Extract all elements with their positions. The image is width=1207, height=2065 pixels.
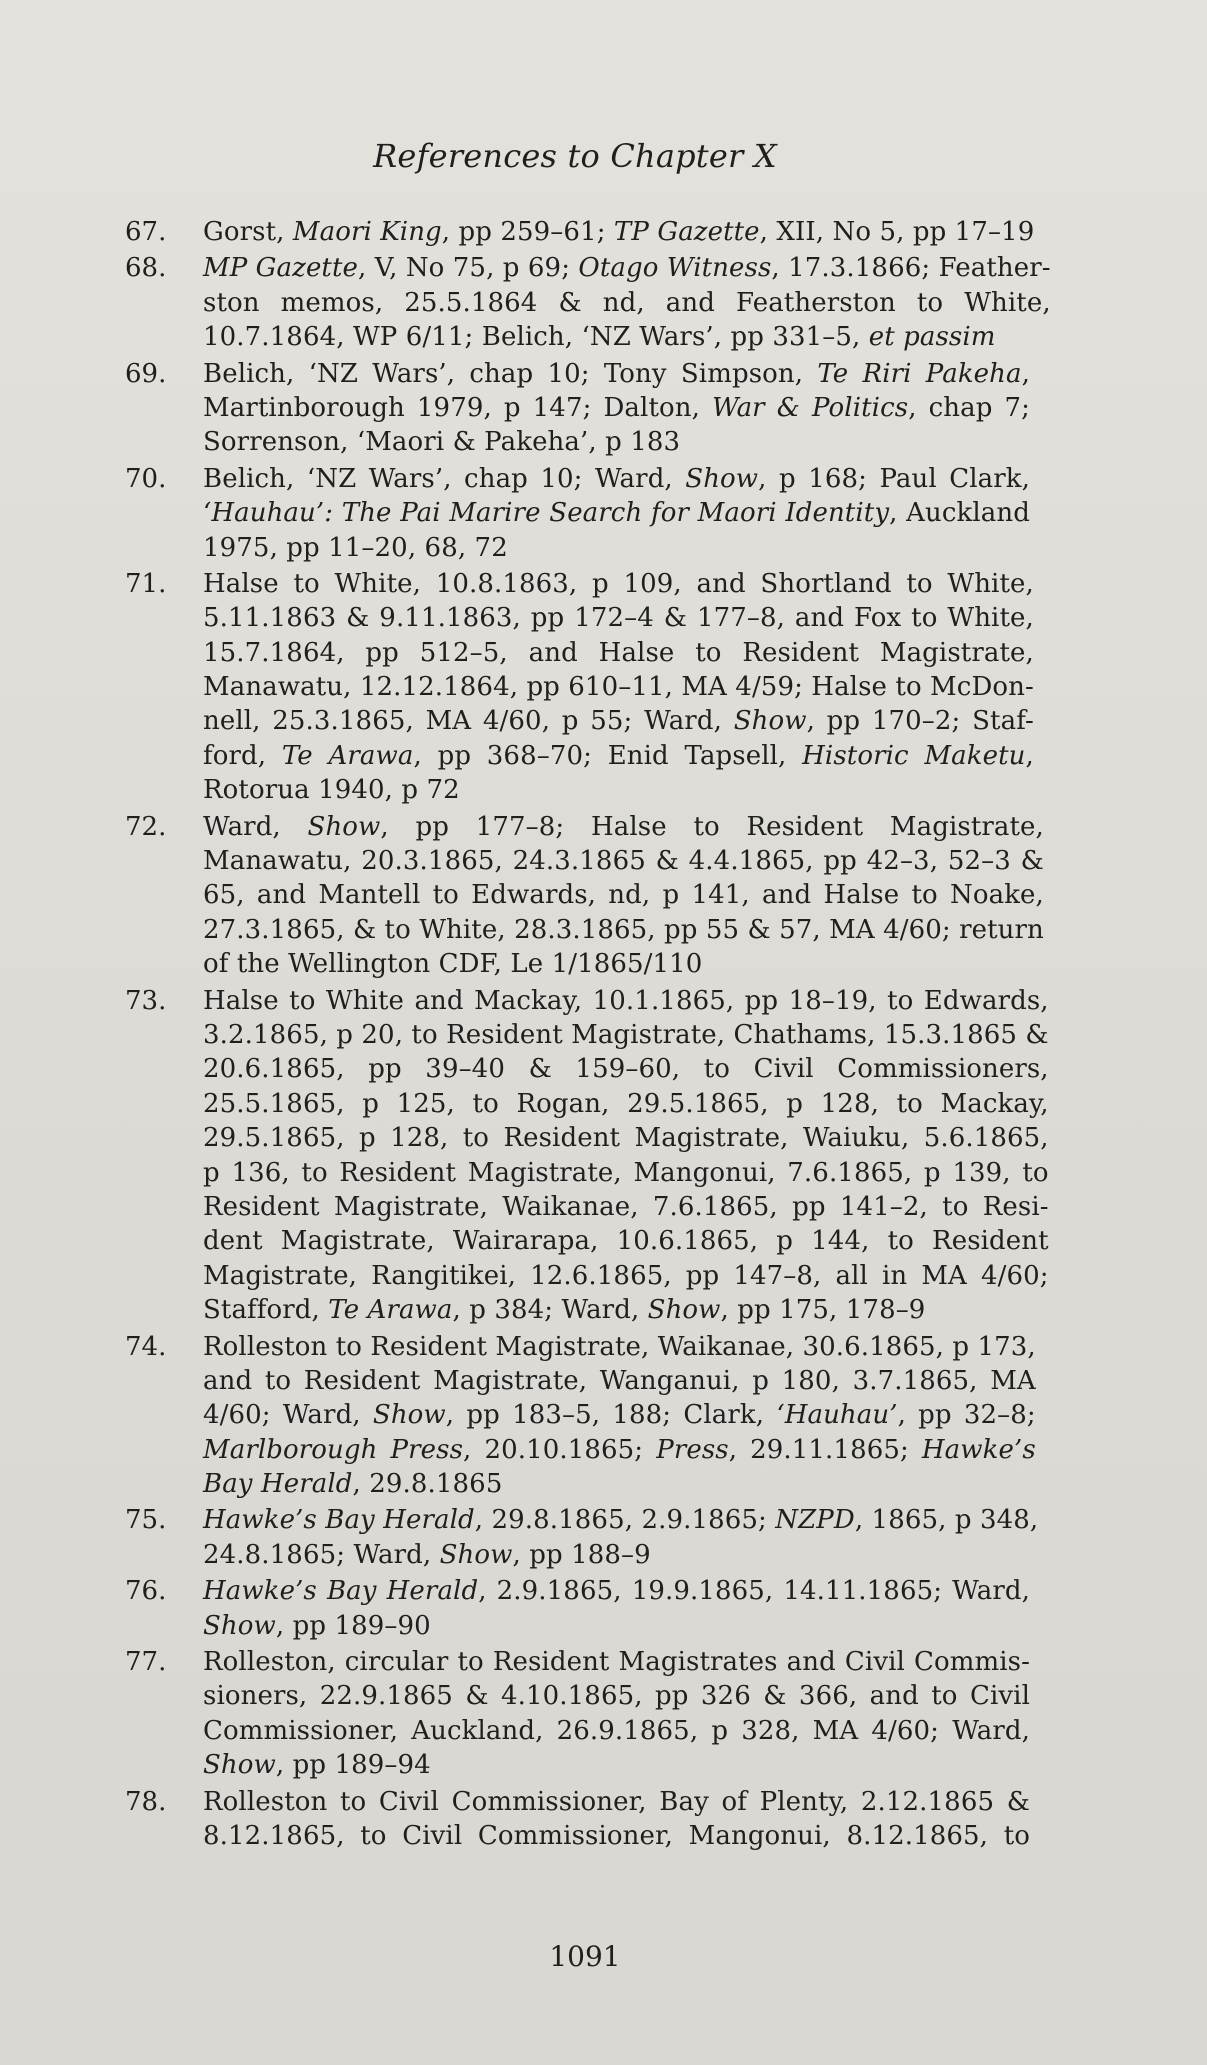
reference-line: Magistrate, Rangitikei, 12.6.1865, pp 147–8, all in MA 4/60; xyxy=(203,1260,1049,1291)
reference-number: 67. xyxy=(125,217,167,247)
reference-line: 24.8.1865; Ward, Show, pp 188–9 xyxy=(203,1539,651,1570)
reference-text xyxy=(203,1645,1030,1783)
reference-text xyxy=(203,1574,1030,1643)
reference-entry xyxy=(125,251,1051,354)
reference-entry xyxy=(125,1574,1030,1643)
reference-number: 70. xyxy=(125,463,167,494)
reference-text xyxy=(203,567,1034,808)
reference-text xyxy=(203,1785,1030,1854)
reference-text xyxy=(203,357,1030,460)
reference-line: Halse to White, 10.8.1863, p 109, and Shortland to White, xyxy=(203,568,1034,599)
reference-entry xyxy=(125,462,1030,565)
reference-line: Belich, ‘NZ Wars’, chap 10; Ward, Show, p 168; Paul Clark, xyxy=(203,463,1030,494)
reference-number: 76. xyxy=(125,1576,167,1607)
reference-line: Martinborough 1979, p 147; Dalton, War & Politics, chap 7; xyxy=(203,392,1030,423)
reference-number: 77. xyxy=(125,1647,167,1678)
reference-number: 75. xyxy=(125,1505,167,1536)
reference-entry xyxy=(125,1645,1030,1783)
reference-line: ston memos, 25.5.1864 & nd, and Featherston to White, xyxy=(203,287,1051,318)
reference-line: Resident Magistrate, Waikanae, 7.6.1865, pp 141–2, to Resi- xyxy=(203,1191,1049,1222)
reference-line: and to Resident Magistrate, Wanganui, p 180, 3.7.1865, MA xyxy=(203,1365,1036,1396)
reference-line: 65, and Mantell to Edwards, nd, p 141, and Halse to Noake, xyxy=(203,880,1044,911)
reference-line: nell, 25.3.1865, MA 4/60, p 55; Ward, Show, pp 170–2; Staf- xyxy=(203,706,1034,737)
reference-list xyxy=(125,215,1051,1855)
reference-entry xyxy=(125,810,1044,982)
reference-line: 8.12.1865, to Civil Commissioner, Mangonui, 8.12.1865, to xyxy=(203,1820,1030,1851)
reference-line: 20.6.1865, pp 39–40 & 159–60, to Civil Commissioners, xyxy=(203,1054,1049,1085)
reference-line: 10.7.1864, WP 6/11; Belich, ‘NZ Wars’, pp 331–5, et passim xyxy=(203,322,996,353)
reference-line: Sorrenson, ‘Maori & Pakeha’, p 183 xyxy=(203,427,681,458)
reference-entry xyxy=(125,1785,1030,1854)
reference-line: Ward, Show, pp 177–8; Halse to Resident Magistrate, xyxy=(203,811,1044,842)
reference-text xyxy=(203,1503,1038,1572)
reference-line: Belich, ‘NZ Wars’, chap 10; Tony Simpson, Te Riri Pakeha, xyxy=(203,358,1030,389)
reference-line: Rolleston, circular to Resident Magistrates and Civil Commis- xyxy=(203,1647,1030,1678)
reference-line: Gorst, Maori King, pp 259–61; TP Gazette, XII, No 5, pp 17–19 xyxy=(203,217,1035,247)
reference-line: Hawke’s Bay Herald, 2.9.1865, 19.9.1865, 14.11.1865; Ward, xyxy=(203,1576,1030,1607)
reference-line: Manawatu, 20.3.1865, 24.3.1865 & 4.4.1865, pp 42–3, 52–3 & xyxy=(203,846,1044,877)
running-head: References to Chapter X xyxy=(373,137,777,175)
reference-text xyxy=(203,215,1034,249)
reference-number: 73. xyxy=(125,985,167,1016)
reference-line: Bay Herald, 29.8.1865 xyxy=(203,1469,503,1500)
reference-line: Hawke’s Bay Herald, 29.8.1865, 2.9.1865; NZPD, 1865, p 348, xyxy=(203,1505,1039,1536)
reference-line: Show, pp 189–94 xyxy=(203,1750,431,1781)
reference-text xyxy=(203,810,1044,982)
reference-number: 69. xyxy=(125,358,167,389)
reference-line: 27.3.1865, & to White, 28.3.1865, pp 55 & 57, MA 4/60; return xyxy=(203,914,1044,945)
reference-entry xyxy=(125,1503,1039,1572)
reference-text xyxy=(203,251,1051,354)
reference-entry xyxy=(125,984,1049,1328)
reference-text xyxy=(203,1330,1036,1502)
reference-line: 4/60; Ward, Show, pp 183–5, 188; Clark, ‘Hauhau’, pp 32–8; xyxy=(203,1400,1036,1431)
reference-line: sioners, 22.9.1865 & 4.10.1865, pp 326 & 366, and to Civil xyxy=(203,1681,1030,1712)
reference-line: Stafford, Te Arawa, p 384; Ward, Show, pp 175, 178–9 xyxy=(203,1295,926,1326)
reference-line: Show, pp 189–90 xyxy=(203,1610,431,1641)
reference-number: 74. xyxy=(125,1331,167,1362)
reference-entry xyxy=(125,215,1035,249)
reference-line: Rolleston to Resident Magistrate, Waikanae, 30.6.1865, p 173, xyxy=(203,1331,1036,1362)
reference-line: Manawatu, 12.12.1864, pp 610–11, MA 4/59; Halse to McDon- xyxy=(203,672,1034,703)
reference-number: 78. xyxy=(125,1786,167,1817)
reference-line: MP Gazette, V, No 75, p 69; Otago Witness, 17.3.1866; Feather- xyxy=(203,253,1051,284)
reference-entry xyxy=(125,1330,1036,1502)
reference-line: p 136, to Resident Magistrate, Mangonui, 7.6.1865, p 139, to xyxy=(203,1157,1049,1188)
reference-number: 71. xyxy=(125,568,167,599)
reference-line: 25.5.1865, p 125, to Rogan, 29.5.1865, p 128, to Mackay, xyxy=(203,1088,1049,1119)
reference-line: Commissioner, Auckland, 26.9.1865, p 328, MA 4/60; Ward, xyxy=(203,1715,1030,1746)
reference-line: Rolleston to Civil Commissioner, Bay of Plenty, 2.12.1865 & xyxy=(203,1786,1030,1817)
reference-line: Marlborough Press, 20.10.1865; Press, 29.11.1865; Hawke’s xyxy=(203,1434,1036,1465)
reference-line: Rotorua 1940, p 72 xyxy=(203,775,460,806)
reference-line: ford, Te Arawa, pp 368–70; Enid Tapsell, Historic Maketu, xyxy=(203,740,1034,771)
reference-line: 29.5.1865, p 128, to Resident Magistrate, Waiuku, 5.6.1865, xyxy=(203,1123,1049,1154)
reference-line: 1975, pp 11–20, 68, 72 xyxy=(203,532,508,563)
reference-number: 72. xyxy=(125,811,167,842)
reference-text xyxy=(203,462,1030,565)
reference-entry xyxy=(125,357,1030,460)
reference-line: ‘Hauhau’: The Pai Marire Search for Maori Identity, Auckland xyxy=(203,498,1030,529)
reference-line: 3.2.1865, p 20, to Resident Magistrate, Chathams, 15.3.1865 & xyxy=(203,1020,1049,1050)
reference-line: 5.11.1863 & 9.11.1863, pp 172–4 & 177–8, and Fox to White, xyxy=(203,603,1034,634)
page-number: 1091 xyxy=(549,1940,621,1973)
reference-line: dent Magistrate, Wairarapa, 10.6.1865, p 144, to Resident xyxy=(203,1226,1049,1257)
reference-text xyxy=(203,984,1049,1328)
reference-line: 15.7.1864, pp 512–5, and Halse to Resident Magistrate, xyxy=(203,637,1034,668)
reference-line: Halse to White and Mackay, 10.1.1865, pp 18–19, to Edwards, xyxy=(203,985,1049,1016)
reference-number: 68. xyxy=(125,253,167,284)
reference-entry xyxy=(125,567,1034,808)
reference-line: of the Wellington CDF, Le 1/1865/110 xyxy=(203,949,703,980)
